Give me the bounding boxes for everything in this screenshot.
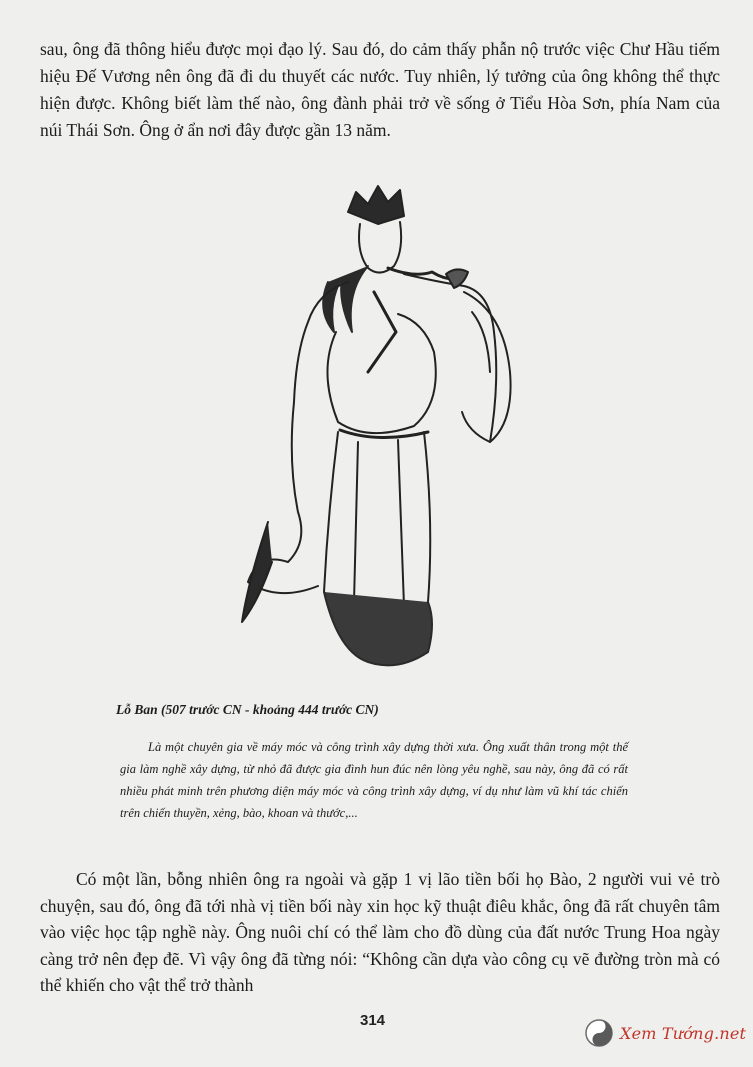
paragraph-bottom-text: Có một lần, bỗng nhiên ông ra ngoài và gặp 1 vị lão tiền bối họ Bào, 2 người vui vẻ trò chuyện, sau đó, ông đã tới nhà vị tiền bối này xin học kỹ thuật điêu khắc, ông đã rất chuyên tâm vào việc học tập nghề này. Ông nuôi chí có thể làm cho đồ dùng của đất nước Trung Hoa ngày càng trở nên đẹp đẽ. Vì vậy ông đã từng nói: “Không cần dựa vào công cụ vẽ đường tròn mà có thể khiến cho vật thể trở thành — [40, 869, 720, 995]
lo-ban-illustration — [228, 182, 518, 682]
beard-shape — [323, 266, 368, 332]
yin-yang-icon — [584, 1018, 614, 1048]
paragraph-bottom — [40, 866, 720, 999]
page-number: 314 — [360, 1012, 386, 1029]
face-shape — [359, 222, 401, 273]
figure-drawing — [228, 182, 518, 682]
watermark-text: Xem Tướng.net — [620, 1023, 747, 1043]
caption-body: Là một chuyên gia về máy móc và công trình xây dựng thời xưa. Ông xuất thân trong một thế gia làm nghề xây dựng, từ nhỏ đã được gia đình hun đúc nên lòng yêu nghề, sau này, ông đã có rất nhiều phát minh trên phương diện máy móc và công trình xây dựng, ví dụ như làm vũ khí tác chiến trên chiến thuyền, xẻng, bào, khoan và thước,... — [120, 740, 628, 820]
caption-title: Lỗ Ban (507 trước CN - khoảng 444 trước CN) — [116, 702, 379, 717]
paragraph-top — [40, 36, 720, 144]
watermark — [584, 1018, 746, 1048]
paragraph-top-text: sau, ông đã thông hiểu được mọi đạo lý. Sau đó, do cảm thấy phẫn nộ trước việc Chư Hầu tiếm hiệu Đế Vương nên ông đã đi du thuyết các nước. Tuy nhiên, lý tưởng của ông không thể thực hiện được. Không biết làm thế nào, ông đành phải trở về sống ở Tiểu Hòa Sơn, phía Nam của núi Thái Sơn. Ông ở ẩn nơi đây được gần 13 năm. — [40, 39, 720, 140]
hat-shape — [348, 186, 404, 224]
